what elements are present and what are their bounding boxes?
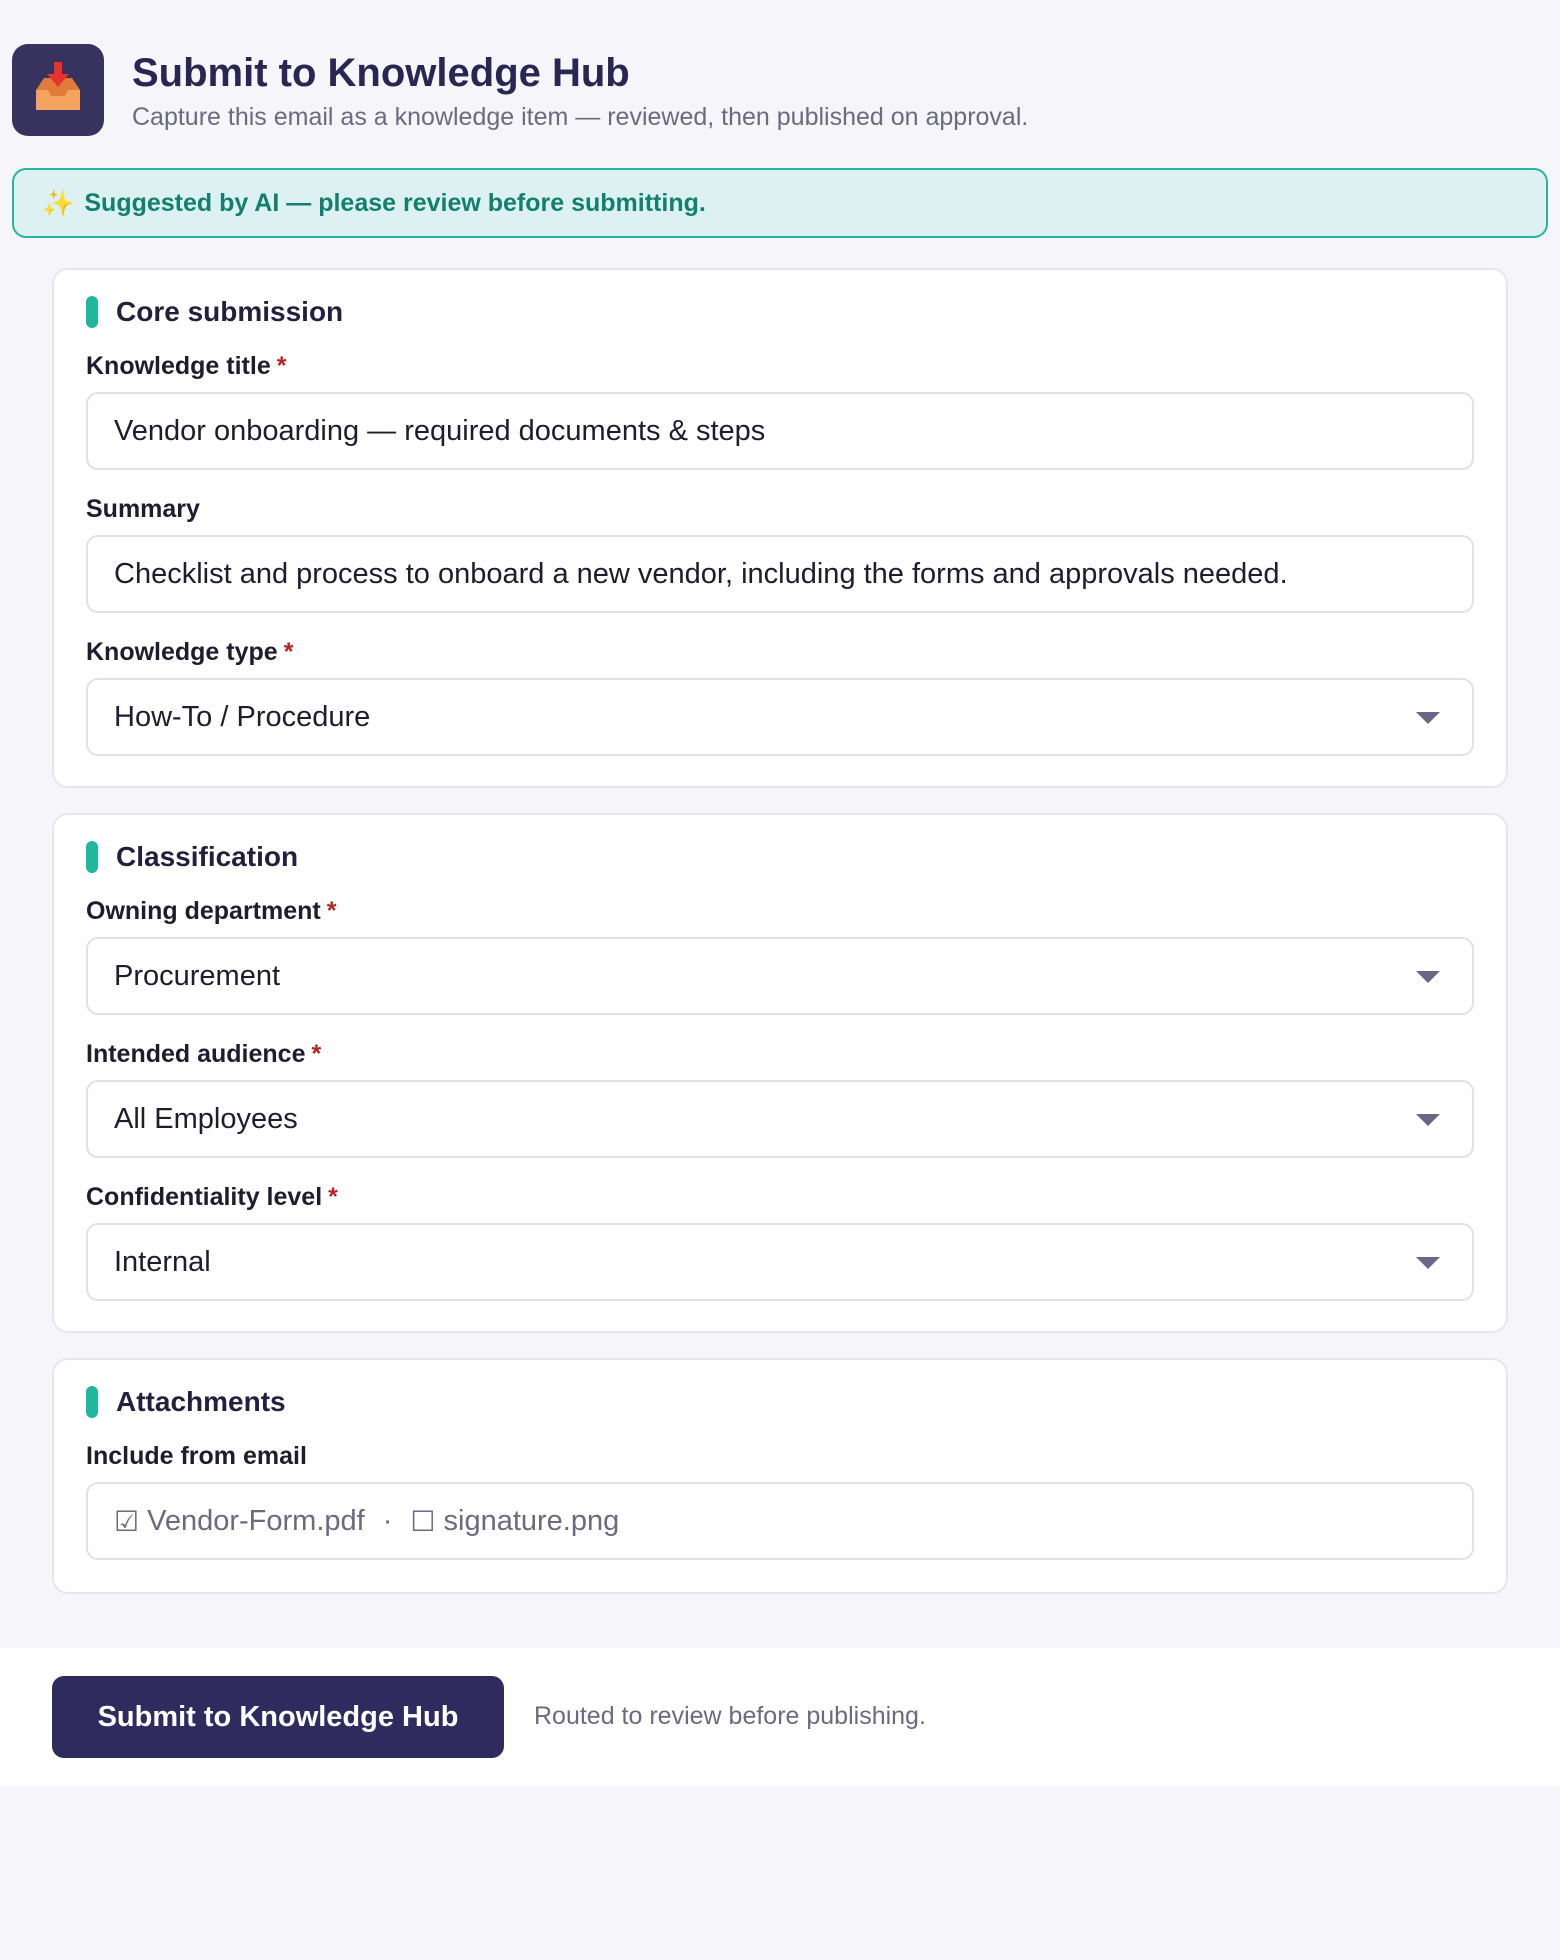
classification-title: Classification — [116, 841, 299, 872]
footer-note: Routed to review before publishing. — [534, 1702, 926, 1730]
footer-bar — [0, 1648, 1560, 1786]
submit-button[interactable]: Submit to Knowledge Hub — [52, 1676, 504, 1758]
knowledge-type-select[interactable] — [86, 678, 1474, 756]
include-from-email-label — [86, 1442, 307, 1471]
knowledge-title-label — [86, 352, 286, 381]
core-submission-title: Core submission — [116, 296, 344, 327]
classification-card — [52, 813, 1508, 1333]
core-submission-heading — [86, 296, 343, 328]
section-accent-bar — [86, 841, 98, 873]
attachment-name: Vendor-Form.pdf — [147, 1504, 365, 1537]
confidentiality-level-label — [86, 1183, 338, 1212]
include-from-email-label-text: Include from email — [86, 1442, 307, 1470]
confidentiality-level-label-text: Confidentiality level — [86, 1183, 323, 1211]
required-marker: * — [311, 1040, 322, 1068]
required-marker: * — [276, 352, 287, 380]
attachments-list — [86, 1482, 1474, 1560]
knowledge-type-label — [86, 638, 293, 667]
intended-audience-select[interactable] — [86, 1080, 1474, 1158]
ai-banner-text: Suggested by AI — please review before submitting. — [84, 188, 706, 217]
page-subtitle: Capture this email as a knowledge item — reviewed, then published on approval. — [132, 103, 1029, 131]
checkbox-checked-icon[interactable]: ☑ — [114, 1505, 140, 1537]
required-marker: * — [326, 897, 337, 925]
chevron-down-icon — [1416, 1114, 1440, 1126]
checkbox-unchecked-icon[interactable]: ☐ — [410, 1505, 436, 1537]
confidentiality-level-value: Internal — [114, 1245, 211, 1278]
chevron-down-icon — [1416, 971, 1440, 983]
attachment-name: signature.png — [443, 1504, 620, 1537]
core-submission-card — [52, 268, 1508, 788]
summary-label-text: Summary — [86, 495, 200, 523]
intended-audience-label — [86, 1040, 321, 1069]
header — [12, 44, 1028, 136]
knowledge-type-value: How-To / Procedure — [114, 700, 371, 733]
attachment-item[interactable] — [114, 1505, 365, 1538]
section-accent-bar — [86, 1386, 98, 1418]
knowledge-title-label-text: Knowledge title — [86, 352, 271, 380]
attachments-card — [52, 1358, 1508, 1594]
summary-value: Checklist and process to onboard a new vendor, including the forms and approvals needed. — [114, 557, 1288, 590]
classification-heading — [86, 841, 298, 873]
intended-audience-value: All Employees — [114, 1102, 298, 1135]
summary-input[interactable] — [86, 535, 1474, 613]
inbox-tray-icon — [12, 44, 104, 136]
owning-department-label — [86, 897, 336, 926]
knowledge-title-input[interactable] — [86, 392, 1474, 470]
required-marker: * — [328, 1183, 338, 1211]
chevron-down-icon — [1416, 712, 1440, 724]
attachments-title: Attachments — [116, 1386, 286, 1417]
attachment-item[interactable] — [410, 1505, 619, 1538]
page-title: Submit to Knowledge Hub — [132, 51, 630, 95]
sparkles-icon: ✨ — [42, 187, 75, 218]
summary-label — [86, 495, 200, 524]
section-accent-bar — [86, 296, 98, 328]
intended-audience-label-text: Intended audience — [86, 1040, 306, 1068]
owning-department-label-text: Owning department — [86, 897, 321, 925]
knowledge-type-label-text: Knowledge type — [86, 638, 278, 666]
owning-department-select[interactable] — [86, 937, 1474, 1015]
ai-suggestion-banner — [12, 168, 1548, 238]
owning-department-value: Procurement — [114, 959, 281, 992]
confidentiality-level-select[interactable] — [86, 1223, 1474, 1301]
chevron-down-icon — [1416, 1257, 1440, 1269]
required-marker: * — [283, 638, 294, 666]
attachment-separator: · — [382, 1504, 393, 1537]
knowledge-title-value: Vendor onboarding — required documents & steps — [114, 414, 766, 447]
attachments-heading — [86, 1386, 286, 1418]
